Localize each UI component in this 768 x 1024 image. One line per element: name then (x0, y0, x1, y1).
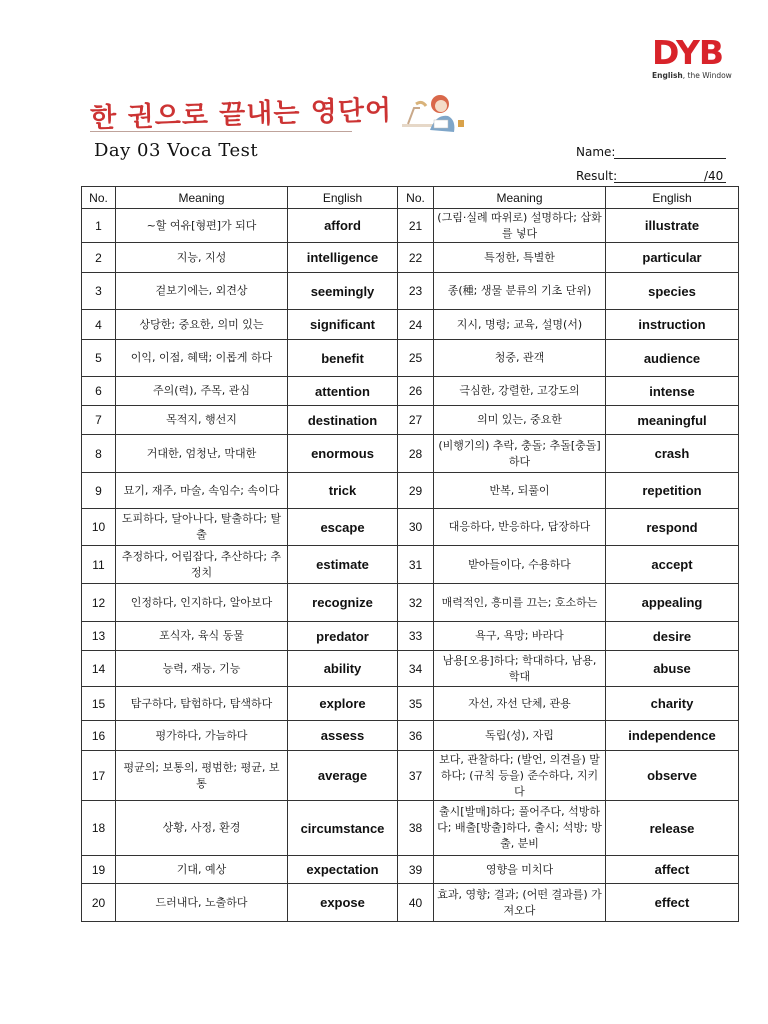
row-number: 39 (398, 856, 434, 884)
table-row (82, 377, 739, 406)
meaning-cell: 남용[오용]하다; 학대하다, 남용, 학대 (434, 651, 606, 687)
table-row (82, 473, 739, 509)
table-header-row (82, 187, 739, 209)
english-cell: recognize (288, 584, 398, 622)
meaning-cell: 탐구하다, 탐험하다, 탐색하다 (116, 687, 288, 721)
row-number: 30 (398, 509, 434, 546)
english-cell: accept (606, 546, 739, 584)
row-number: 34 (398, 651, 434, 687)
meaning-cell: ~할 여유[형편]가 되다 (116, 209, 288, 243)
book-title: 한 권으로 끝내는 영단어 (89, 95, 393, 134)
title-underline (90, 131, 352, 132)
result-total: /40 (704, 169, 724, 183)
meaning-cell: 거대한, 엄청난, 막대한 (116, 435, 288, 473)
row-number: 17 (82, 751, 116, 801)
english-cell: enormous (288, 435, 398, 473)
english-cell: instruction (606, 310, 739, 340)
english-cell: average (288, 751, 398, 801)
row-number: 16 (82, 721, 116, 751)
row-number: 29 (398, 473, 434, 509)
meaning-cell: 지능, 지성 (116, 243, 288, 273)
english-cell: benefit (288, 340, 398, 377)
english-cell: desire (606, 622, 739, 651)
english-cell: charity (606, 687, 739, 721)
row-number: 38 (398, 801, 434, 856)
table-row (82, 546, 739, 584)
vocab-table (81, 186, 739, 922)
table-row (82, 622, 739, 651)
meaning-cell: 기대, 예상 (116, 856, 288, 884)
meaning-cell: 평균의; 보통의, 평범한; 평균, 보통 (116, 751, 288, 801)
dyb-logo (652, 33, 734, 80)
row-number: 1 (82, 209, 116, 243)
test-title: Day 03 Voca Test (94, 140, 259, 161)
english-cell: significant (288, 310, 398, 340)
result-label: Result: (576, 169, 618, 183)
name-field[interactable] (614, 158, 726, 159)
row-number: 24 (398, 310, 434, 340)
row-number: 37 (398, 751, 434, 801)
meaning-cell: 대응하다, 반응하다, 답장하다 (434, 509, 606, 546)
table-row (82, 243, 739, 273)
english-cell: intelligence (288, 243, 398, 273)
meaning-cell: 지시, 명령; 교육, 설명(서) (434, 310, 606, 340)
meaning-cell: 추정하다, 어림잡다, 추산하다; 추정치 (116, 546, 288, 584)
english-cell: assess (288, 721, 398, 751)
english-cell: abuse (606, 651, 739, 687)
row-number: 21 (398, 209, 434, 243)
row-number: 33 (398, 622, 434, 651)
row-number: 10 (82, 509, 116, 546)
meaning-cell: 포식자, 육식 동물 (116, 622, 288, 651)
english-cell: expectation (288, 856, 398, 884)
meaning-cell: 받아들이다, 수용하다 (434, 546, 606, 584)
girl-reading-illustration (400, 90, 472, 136)
english-cell: expose (288, 884, 398, 922)
english-cell: effect (606, 884, 739, 922)
row-number: 14 (82, 651, 116, 687)
english-cell: illustrate (606, 209, 739, 243)
row-number: 35 (398, 687, 434, 721)
english-cell: predator (288, 622, 398, 651)
english-cell: independence (606, 721, 739, 751)
meaning-cell: 주의(력), 주목, 관심 (116, 377, 288, 406)
header-no: No. (82, 187, 116, 209)
name-label: Name: (576, 145, 616, 159)
english-cell: release (606, 801, 739, 856)
meaning-cell: 욕구, 욕망; 바라다 (434, 622, 606, 651)
english-cell: estimate (288, 546, 398, 584)
english-cell: circumstance (288, 801, 398, 856)
table-row (82, 310, 739, 340)
row-number: 26 (398, 377, 434, 406)
table-row (82, 801, 739, 856)
english-cell: afford (288, 209, 398, 243)
meaning-cell: 출시[발매]하다; 풀어주다, 석방하다; 배출[방출]하다, 출시; 석방; 방출, 분비 (434, 801, 606, 856)
table-row (82, 751, 739, 801)
logo-tagline (652, 71, 734, 80)
meaning-cell: 독립(성), 자립 (434, 721, 606, 751)
row-number: 11 (82, 546, 116, 584)
row-number: 4 (82, 310, 116, 340)
row-number: 2 (82, 243, 116, 273)
table-row (82, 435, 739, 473)
meaning-cell: 청중, 관객 (434, 340, 606, 377)
english-cell: intense (606, 377, 739, 406)
row-number: 27 (398, 406, 434, 435)
english-cell: repetition (606, 473, 739, 509)
header-english: English (288, 187, 398, 209)
row-number: 19 (82, 856, 116, 884)
row-number: 5 (82, 340, 116, 377)
english-cell: attention (288, 377, 398, 406)
meaning-cell: 의미 있는, 중요한 (434, 406, 606, 435)
meaning-cell: (비행기의) 추락, 충돌; 추돌[충돌]하다 (434, 435, 606, 473)
english-cell: observe (606, 751, 739, 801)
meaning-cell: 상당한; 중요한, 의미 있는 (116, 310, 288, 340)
header-no: No. (398, 187, 434, 209)
row-number: 6 (82, 377, 116, 406)
table-row (82, 406, 739, 435)
row-number: 15 (82, 687, 116, 721)
meaning-cell: 평가하다, 가늠하다 (116, 721, 288, 751)
row-number: 28 (398, 435, 434, 473)
english-cell: appealing (606, 584, 739, 622)
english-cell: destination (288, 406, 398, 435)
english-cell: affect (606, 856, 739, 884)
header-english: English (606, 187, 739, 209)
english-cell: species (606, 273, 739, 310)
row-number: 3 (82, 273, 116, 310)
header-meaning: Meaning (116, 187, 288, 209)
meaning-cell: 능력, 재능, 기능 (116, 651, 288, 687)
meaning-cell: 보다, 관찰하다; (발언, 의견을) 말하다; (규칙 등을) 준수하다, 지키다 (434, 751, 606, 801)
meaning-cell: 극심한, 강렬한, 고강도의 (434, 377, 606, 406)
row-number: 20 (82, 884, 116, 922)
table-row (82, 340, 739, 377)
meaning-cell: 도피하다, 달아나다, 탈출하다; 탈출 (116, 509, 288, 546)
meaning-cell: 겉보기에는, 외견상 (116, 273, 288, 310)
row-number: 18 (82, 801, 116, 856)
row-number: 36 (398, 721, 434, 751)
table-row (82, 884, 739, 922)
table-row (82, 721, 739, 751)
meaning-cell: 종(種; 생물 분류의 기초 단위) (434, 273, 606, 310)
table-row (82, 209, 739, 243)
table-row (82, 651, 739, 687)
english-cell: audience (606, 340, 739, 377)
meaning-cell: 효과, 영향; 결과; (어떤 결과를) 가져오다 (434, 884, 606, 922)
tagline-bold: English (652, 71, 683, 80)
table-row (82, 584, 739, 622)
meaning-cell: 인정하다, 인지하다, 알아보다 (116, 584, 288, 622)
row-number: 9 (82, 473, 116, 509)
row-number: 31 (398, 546, 434, 584)
english-cell: meaningful (606, 406, 739, 435)
meaning-cell: 자선, 자선 단체, 관용 (434, 687, 606, 721)
meaning-cell: 상황, 사정, 환경 (116, 801, 288, 856)
table-row (82, 687, 739, 721)
english-cell: escape (288, 509, 398, 546)
meaning-cell: 드러내다, 노출하다 (116, 884, 288, 922)
row-number: 40 (398, 884, 434, 922)
row-number: 13 (82, 622, 116, 651)
english-cell: crash (606, 435, 739, 473)
table-row (82, 509, 739, 546)
english-cell: trick (288, 473, 398, 509)
english-cell: seemingly (288, 273, 398, 310)
row-number: 23 (398, 273, 434, 310)
meaning-cell: 영향을 미치다 (434, 856, 606, 884)
row-number: 12 (82, 584, 116, 622)
english-cell: ability (288, 651, 398, 687)
english-cell: explore (288, 687, 398, 721)
header-meaning: Meaning (434, 187, 606, 209)
row-number: 32 (398, 584, 434, 622)
meaning-cell: (그림·실례 따위로) 설명하다; 삽화를 넣다 (434, 209, 606, 243)
meaning-cell: 매력적인, 흥미를 끄는; 호소하는 (434, 584, 606, 622)
english-cell: respond (606, 509, 739, 546)
tagline-rest: , the Window (682, 71, 732, 80)
row-number: 25 (398, 340, 434, 377)
table-row (82, 273, 739, 310)
row-number: 22 (398, 243, 434, 273)
row-number: 7 (82, 406, 116, 435)
meaning-cell: 목적지, 행선지 (116, 406, 288, 435)
logo-text: DYB (652, 33, 724, 72)
meaning-cell: 반복, 되풀이 (434, 473, 606, 509)
english-cell: particular (606, 243, 739, 273)
row-number: 8 (82, 435, 116, 473)
table-row (82, 856, 739, 884)
meaning-cell: 이익, 이점, 혜택; 이롭게 하다 (116, 340, 288, 377)
meaning-cell: 특정한, 특별한 (434, 243, 606, 273)
meaning-cell: 묘기, 재주, 마술, 속임수; 속이다 (116, 473, 288, 509)
